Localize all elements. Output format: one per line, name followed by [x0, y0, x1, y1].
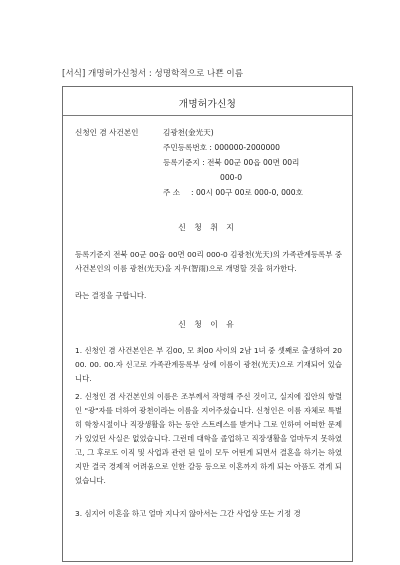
application-form [62, 86, 353, 562]
reason-item-3: 3. 심지어 이혼을 하고 얼마 지나지 않아서는 그간 사업상 또는 기정 경 [75, 509, 301, 518]
title-divider [63, 115, 352, 116]
registry-base-line2: 000-0 [220, 173, 243, 182]
reasons-heading: 신 청 이 유 [178, 320, 237, 329]
address-line [163, 185, 353, 200]
address-value: : 00시 00구 00로 000-0, 000호 [191, 188, 303, 197]
reason-item-1: 1. 신청인 겸 사건본인은 부 김00, 모 최00 사이의 2남 1녀 중 셋째로 출생하여 2000. 00. 00.자 신고로 가족관계등록부 상에 이름이 광천(光天)으로 기재되어 있습니다. [75, 346, 342, 383]
registry-base-line1: 등록기준지 : 전북 00군 00읍 00면 00리 [163, 158, 300, 167]
form-title: 개명허가신청 [178, 99, 237, 110]
address-label: 주 소 [163, 188, 181, 197]
reason-item-2: 2. 신청인 겸 사건본인의 이름은 조부께서 작명해 주신 것이고, 실지에 집안의 항렬인 "광"자를 더하여 광천이라는 이름을 지어주셨습니다. 신청인은 이름 자체로 특별히 학창시절이나 직장생활을 하는 동안 스트레스를 받거나 그로 인하여 어떠한 문제가 있었던 사실은 없었습니다. 그런데 대학을 졸업하고 직장생활을 얼마두지 못하였고, 그 후로도 이직 및 사업과 관련 된 일이 모두 어떤게 되면서 결혼을 하기는 하였지만 결국 경제적 어려움으로 인한 갈등 등으로 이혼까지 하게 되는 아픔도 겪게 되었습니다. [75, 392, 342, 485]
applicant-label: 신청인 겸 사건본인 [75, 128, 139, 137]
form-caption: [서식] 개명허가신청서 : 성명학적으로 나쁜 이름 [62, 69, 243, 79]
purpose-closing: 라는 결정을 구합니다. [75, 291, 147, 300]
purpose-body: 등록기준지 전북 00군 00읍 00면 00리 000-0 김광천(光天)의 가족관계등록부 중 사건본인의 이름 광천(光天)을 지우(智雨)으로 개명할 것을 허가한다. [75, 250, 342, 273]
purpose-heading: 신 청 취 지 [178, 223, 237, 232]
resident-number: 주민등록번호 : 000000-2000000 [163, 143, 280, 152]
applicant-name: 김광천(金光天) [163, 128, 214, 137]
